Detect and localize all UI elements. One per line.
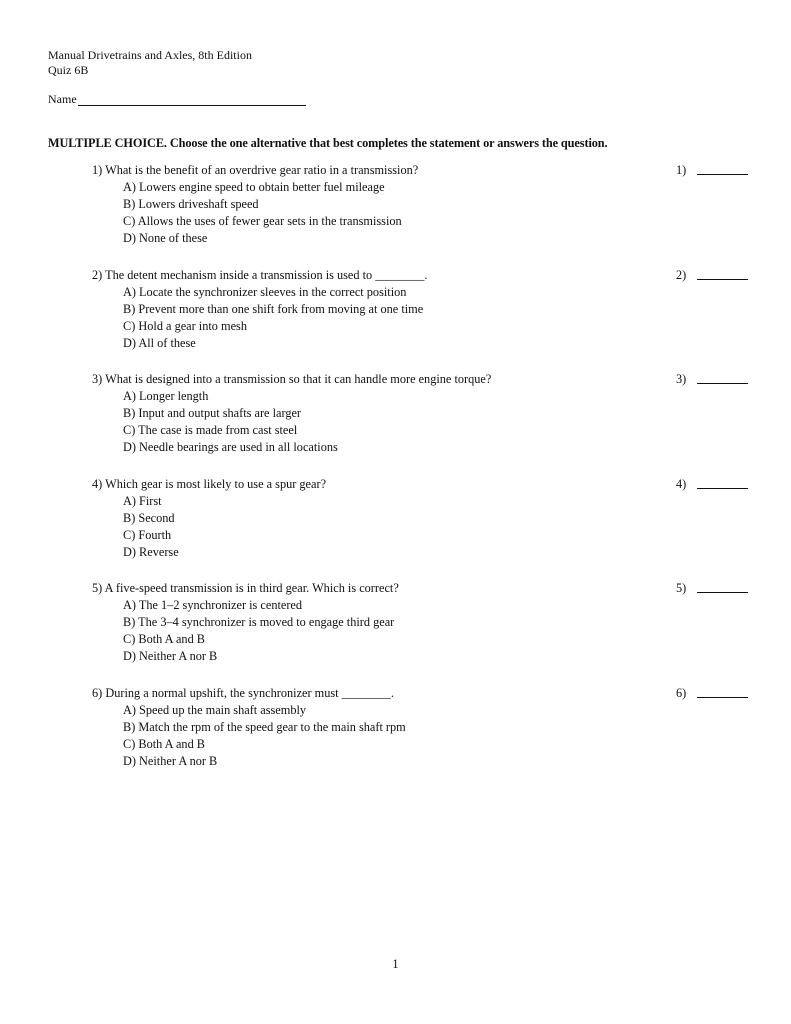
question-stem: 3) What is designed into a transmission so that it can handle more engine torque? (92, 372, 492, 387)
answer-number: 5) (676, 581, 687, 596)
question-3 (92, 371, 752, 456)
question-stem: 2) The detent mechanism inside a transmission is used to ________. (92, 267, 428, 282)
name-label: Name (48, 92, 77, 106)
answer-option: D) Neither A nor B (123, 754, 218, 768)
answer-option: B) Lowers driveshaft speed (123, 197, 259, 211)
answer-number: 1) (676, 163, 687, 177)
book-title: Manual Drivetrains and Axles, 8th Edition (48, 48, 252, 62)
answer-option: D) Neither A nor B (123, 649, 218, 664)
question-6 (92, 685, 752, 770)
question-4 (92, 476, 752, 561)
answer-option: A) Longer length (123, 389, 209, 404)
answer-blank[interactable] (697, 162, 748, 175)
answer-number: 3) (676, 372, 687, 387)
question-1 (92, 162, 752, 247)
question-stem: 4) Which gear is most likely to use a spur gear? (92, 476, 327, 491)
answer-option: B) Input and output shafts are larger (123, 406, 302, 421)
answer-option: C) Allows the uses of fewer gear sets in the transmission (123, 214, 402, 228)
answer-number: 6) (676, 686, 687, 700)
answer-slot (676, 580, 748, 597)
answer-slot (676, 476, 748, 493)
answer-blank[interactable] (697, 685, 748, 698)
answer-option: C) Both A and B (123, 737, 205, 751)
answer-option: D) Needle bearings are used in all locations (123, 440, 338, 455)
answer-option: C) The case is made from cast steel (123, 423, 298, 438)
answer-blank[interactable] (697, 476, 748, 489)
question-stem: 6) During a normal upshift, the synchronizer must ________. (92, 686, 394, 700)
answer-blank[interactable] (697, 267, 748, 280)
answer-option: B) The 3–4 synchronizer is moved to engage third gear (123, 615, 395, 630)
answer-option: A) First (123, 493, 162, 508)
answer-option: A) Speed up the main shaft assembly (123, 703, 307, 717)
answer-option: D) Reverse (123, 544, 179, 559)
answer-option: A) The 1–2 synchronizer is centered (123, 598, 303, 613)
question-2 (92, 267, 752, 352)
quiz-title: Quiz 6B (48, 63, 89, 77)
answer-option: C) Fourth (123, 527, 172, 542)
answer-number: 2) (676, 267, 687, 282)
answer-blank[interactable] (697, 580, 748, 593)
answer-number: 4) (676, 476, 687, 491)
answer-slot (676, 162, 748, 179)
question-stem: 5) A five-speed transmission is in third gear. Which is correct? (92, 581, 399, 596)
question-stem: 1) What is the benefit of an overdrive gear ratio in a transmission? (92, 163, 419, 177)
answer-option: D) None of these (123, 231, 208, 245)
answer-option: B) Second (123, 510, 175, 525)
answer-option: B) Prevent more than one shift fork from moving at one time (123, 301, 424, 316)
answer-option: B) Match the rpm of the speed gear to the main shaft rpm (123, 720, 406, 734)
answer-blank[interactable] (697, 371, 748, 384)
answer-option: A) Locate the synchronizer sleeves in the correct position (123, 284, 407, 299)
answer-option: C) Both A and B (123, 632, 205, 647)
answer-option: C) Hold a gear into mesh (123, 318, 247, 333)
name-field (48, 92, 306, 107)
answer-slot (676, 371, 748, 388)
page-number: 1 (392, 957, 399, 971)
answer-slot (676, 685, 748, 702)
instructions: MULTIPLE CHOICE. Choose the one alternative that best completes the statement or answers the question. (48, 136, 608, 150)
answer-option: D) All of these (123, 335, 196, 350)
name-blank[interactable] (78, 92, 306, 106)
answer-option: A) Lowers engine speed to obtain better fuel mileage (123, 180, 385, 194)
answer-slot (676, 267, 748, 284)
question-5 (92, 580, 752, 665)
